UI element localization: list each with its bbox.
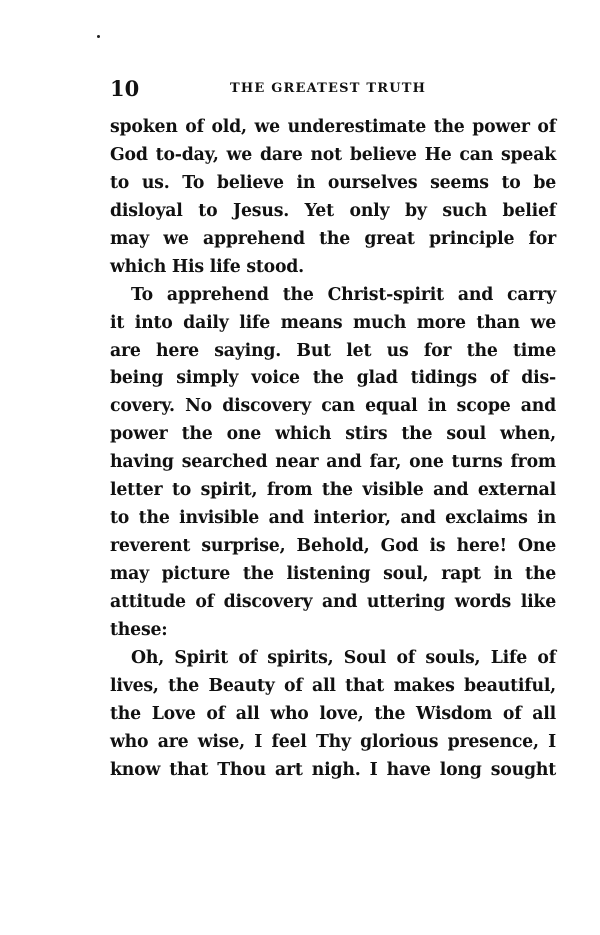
text-line: Oh, Spirit of spirits, Soul of souls, Life of xyxy=(131,647,556,668)
text-line: reverent surprise, Behold, God is here! One xyxy=(110,536,556,557)
text-line: letter to spirit, from the visible and external xyxy=(110,480,556,501)
text-line: attitude of discovery and uttering words like xyxy=(110,591,556,612)
text-line: disloyal to Jesus. Yet only by such belief xyxy=(110,200,556,221)
scan-speck xyxy=(97,35,100,38)
text-line: covery. No discovery can equal in scope and xyxy=(110,396,556,417)
text-line: to us. To believe in ourselves seems to be xyxy=(110,172,556,193)
text-line: power the one which stirs the soul when, xyxy=(110,424,556,445)
page-body xyxy=(110,114,556,785)
text-line: To apprehend the Christ-spirit and carry xyxy=(131,284,556,305)
text-line: may we apprehend the great principle for xyxy=(110,228,556,249)
text-line: may picture the listening soul, rapt in the xyxy=(110,564,556,584)
text-line: these: xyxy=(110,619,168,640)
text-line: who are wise, I feel Thy glorious presence, I xyxy=(110,731,556,752)
page-number: 10 xyxy=(110,76,140,101)
text-line: having searched near and far, one turns from xyxy=(110,452,556,473)
text-line: which His life stood. xyxy=(110,256,304,277)
text-line: are here saying. But let us for the time xyxy=(110,340,556,361)
text-line: the Love of all who love, the Wisdom of all xyxy=(110,703,556,724)
text-line: God to-day, we dare not believe He can speak xyxy=(110,144,556,165)
running-title: THE GREATEST TRUTH xyxy=(230,81,427,96)
text-line: know that Thou art nigh. I have long sought xyxy=(110,759,556,780)
text-line: to the invisible and interior, and exclaims in xyxy=(110,508,556,529)
text-line: being simply voice the glad tidings of dis- xyxy=(110,368,556,389)
page-header xyxy=(110,76,556,102)
text-line: it into daily life means much more than we xyxy=(110,312,556,333)
text-line: spoken of old, we underestimate the power of xyxy=(110,117,556,137)
text-line: lives, the Beauty of all that makes beautiful, xyxy=(110,675,556,696)
